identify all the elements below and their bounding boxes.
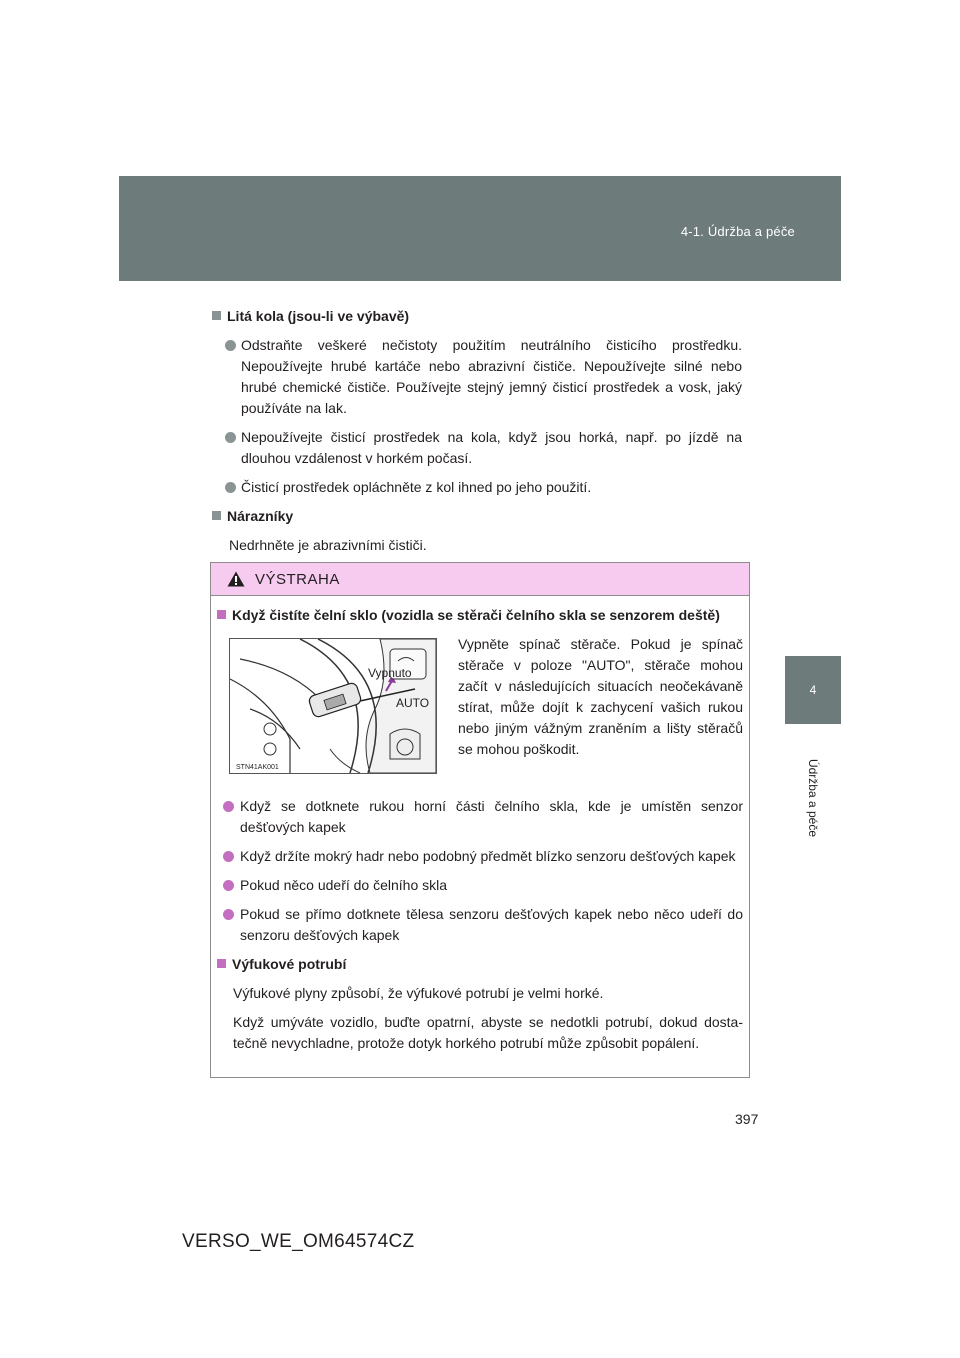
warning-title: VÝSTRAHA <box>255 570 340 588</box>
section-title: 4-1. Údržba a péče <box>680 224 795 239</box>
circle-bullet-icon <box>223 909 234 920</box>
exhaust-heading: Výfukové potrubí <box>217 954 743 975</box>
chapter-tab: 4 <box>785 656 841 724</box>
square-bullet-icon <box>212 311 221 320</box>
warning-triangle-icon <box>227 571 245 587</box>
square-bullet-icon <box>217 610 226 619</box>
document-code: VERSO_WE_OM64574CZ <box>182 1231 415 1252</box>
circle-bullet-icon <box>223 801 234 812</box>
warning-body <box>217 605 743 1062</box>
list-item: Když se dotknete rukou horní části čelního skla, kde je umístěn senzor dešťových kapek <box>217 796 743 838</box>
bumpers-text: Nedrhněte je abrazivními čističi. <box>229 537 427 553</box>
list-item: Odstraňte veškeré nečistoty použitím neutrálního čisticího prostředku. Nepoužívejte hrubé kartáče nebo abrazivní čističe. Nepoužívejte silné nebo hrubé chemické čističe. Používejte stejný jemný čisticí prostředek a vosk, jaký používáte na lak. <box>212 335 742 419</box>
square-bullet-icon <box>217 959 226 968</box>
header-band <box>119 176 841 281</box>
figure-code: STN41AK001 <box>236 764 279 771</box>
steering-wheel-illustration <box>230 639 436 773</box>
alloy-heading: Litá kola (jsou-li ve výbavě) <box>212 306 742 327</box>
exhaust-paragraph: Když umýváte vozidlo, buďte opatrní, abyste se nedotkli potrubí, dokud dostatečně nevychladne, protože dotyk horkého potrubí může způsobit popálení. <box>233 1014 743 1051</box>
warning-heading: Když čistíte čelní sklo (vozidla se stěrači čelního skla se senzorem deště) <box>217 605 743 626</box>
wiper-switch-illustration <box>229 638 437 774</box>
list-item: Pokud se přímo dotknete tělesa senzoru dešťových kapek nebo něco udeří do senzoru dešťových kapek <box>217 904 743 946</box>
circle-bullet-icon <box>225 482 236 493</box>
main-content <box>212 306 742 564</box>
circle-bullet-icon <box>223 851 234 862</box>
warning-box <box>210 562 750 1078</box>
warning-header <box>211 563 749 596</box>
page-number: 397 <box>735 1111 759 1127</box>
list-item: Pokud něco udeří do čelního skla <box>217 875 743 896</box>
circle-bullet-icon <box>225 340 236 351</box>
exhaust-paragraph: Výfukové plyny způsobí, že výfukové potrubí je velmi horké. <box>233 985 604 1001</box>
bumpers-heading: Nárazníky <box>212 506 742 527</box>
circle-bullet-icon <box>223 880 234 891</box>
circle-bullet-icon <box>225 432 236 443</box>
figure-label-auto: AUTO <box>396 696 430 710</box>
chapter-side-title: Údržba a péče <box>806 758 820 838</box>
figure-row <box>217 634 743 786</box>
figure-description: Vypněte spínač stěrače. Pokud je spínač stěrače v poloze "AUTO", stěrače mohou začít v následujících situacích neočekávaně stírat, může dojít k zachycení vašich rukou nebo jiným vážným zraněním a lišty stěračů se mohou poškodit. <box>458 636 743 757</box>
list-item: Čisticí prostředek opláchněte z kol ihned po jeho použití. <box>212 477 742 498</box>
square-bullet-icon <box>212 511 221 520</box>
list-item: Nepoužívejte čisticí prostředek na kola, když jsou horká, např. po jízdě na dlouhou vzdálenost v horkém počasí. <box>212 427 742 469</box>
figure-label-off: Vypnuto <box>368 666 412 680</box>
list-item: Když držíte mokrý hadr nebo podobný předmět blízko senzoru dešťových kapek <box>217 846 743 867</box>
